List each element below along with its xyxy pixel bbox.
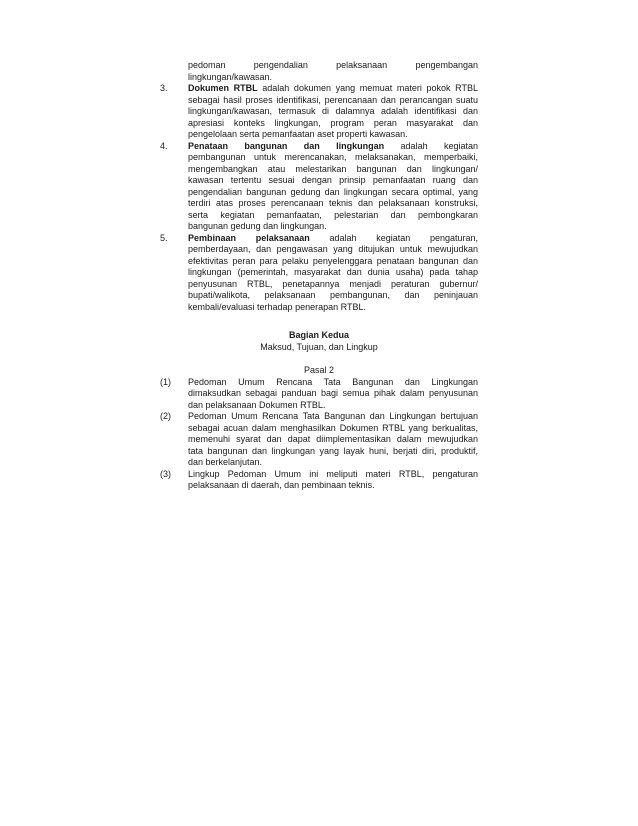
text-line	[188, 83, 478, 95]
clause-item	[160, 411, 478, 469]
text-line: bangunan gedung dan lingkungan.	[188, 221, 327, 231]
list-number: 3.	[160, 83, 168, 93]
text-line: pemberdayaan, dan pengawasan yang ditujukan untuk mewujudkan	[188, 244, 478, 254]
definition-lead: adalah kegiatan pengaturan,	[329, 232, 478, 243]
text-line: efektivitas peran para pelaku penyelenggara penataan bangunan dan	[188, 255, 478, 266]
definition-item	[160, 233, 478, 314]
text-line: dimaksudkan sebagai panduan bagi semua pihak dalam penyusunan	[188, 388, 478, 398]
clause-text	[188, 411, 478, 469]
defined-term: Penataan bangunan dan lingkungan	[188, 140, 385, 151]
clause-text	[188, 377, 478, 412]
text-line: tata bangunan dan lingkungan yang layak huni, berjati diri, produktif,	[188, 445, 478, 456]
text-line: pelaksanaan di daerah, dan pembinaan teknis.	[188, 480, 375, 490]
article-title: Pasal 2	[303, 365, 335, 375]
defined-term: Dokumen RTBL	[188, 83, 258, 93]
definition-text	[188, 83, 478, 141]
text-line: apresiasi konteks lingkungan, program peran masyarakat dan	[188, 117, 478, 128]
clause-number: (1)	[160, 376, 171, 387]
clause-text	[188, 469, 478, 492]
text-line: Pedoman Umum Rencana Tata Bangunan dan Lingkungan bertujuan	[188, 411, 478, 421]
text-line: memenuhi syarat dan dapat diimplementasikan dalam mewujudkan	[188, 434, 478, 444]
text-line: pengendalian bangunan gedung dan lingkungan secara optimal, yang	[188, 186, 478, 197]
text-line: serta kegiatan pemanfaatan, pelestarian dan pembongkaran	[188, 209, 478, 220]
clause-item	[160, 469, 478, 492]
text-line: dan berkelanjutan.	[188, 457, 263, 467]
text-line: pembangunan untuk merencanakan, melaksanakan, memperbaiki,	[188, 152, 478, 162]
text-line: pedoman pengendalian pelaksanaan pengembangan	[188, 60, 478, 70]
definition-item	[160, 141, 478, 233]
continued-definition-text	[188, 60, 478, 83]
definition-text	[188, 141, 478, 233]
definition-item	[160, 83, 478, 141]
text-line: kembali/evaluasi terhadap penerapan RTBL.	[188, 301, 366, 312]
clause-number: (2)	[160, 411, 171, 421]
text-line	[188, 233, 478, 245]
clause-item	[160, 377, 478, 412]
defined-term: Pembinaan pelaksanaan	[188, 232, 310, 243]
text-line: kawasan tertentu sesuai dengan prinsip pemanfaatan ruang dan	[188, 175, 478, 185]
text-line: bupati/walikota, pelaksanaan pembangunan, dan peninjauan	[188, 290, 478, 300]
text-line: terdiri atas proses perencanaan teknis dan pelaksanaan konstruksi,	[188, 198, 478, 208]
definition-lead: adalah dokumen yang memuat materi pokok RTBL	[262, 83, 478, 93]
text-line: Lingkup Pedoman Umum ini meliputi materi RTBL, pengaturan	[188, 468, 478, 479]
text-line: mengembangkan atau melestarikan bangunan dan lingkungan/	[188, 163, 478, 174]
text-line: sebagai acuan dalam menghasilkan Dokumen RTBL yang berkualitas,	[188, 422, 478, 433]
text-line: Pedoman Umum Rencana Tata Bangunan dan Lingkungan	[188, 376, 478, 387]
section-title: Bagian Kedua	[288, 330, 349, 340]
text-line: lingkungan/kawasan.	[188, 71, 273, 82]
text-line: dan pelaksanaan Dokumen RTBL.	[188, 399, 326, 410]
text-line	[188, 141, 478, 153]
text-line: sebagai hasil proses identifikasi, perencanaan dan perancangan suatu	[188, 94, 478, 105]
text-line: penyusunan RTBL, penetapannya menjadi peraturan gubernur/	[188, 278, 478, 289]
list-number: 4.	[160, 140, 168, 151]
page-content	[160, 60, 478, 492]
definition-text	[188, 233, 478, 314]
clause-number: (3)	[160, 468, 171, 479]
definition-lead: adalah kegiatan	[400, 140, 478, 151]
text-line: lingkungan/kawasan, termasuk di dalamnya adalah identifikasi dan	[188, 106, 478, 116]
text-line: lingkungan (pemerintah, masyarakat dan dunia usaha) pada tahap	[188, 267, 478, 277]
section-subtitle: Maksud, Tujuan, dan Lingkup	[260, 341, 378, 352]
list-number: 5.	[160, 232, 168, 243]
text-line: pengelolaan serta pemanfaatan aset properti kawasan.	[188, 129, 408, 139]
